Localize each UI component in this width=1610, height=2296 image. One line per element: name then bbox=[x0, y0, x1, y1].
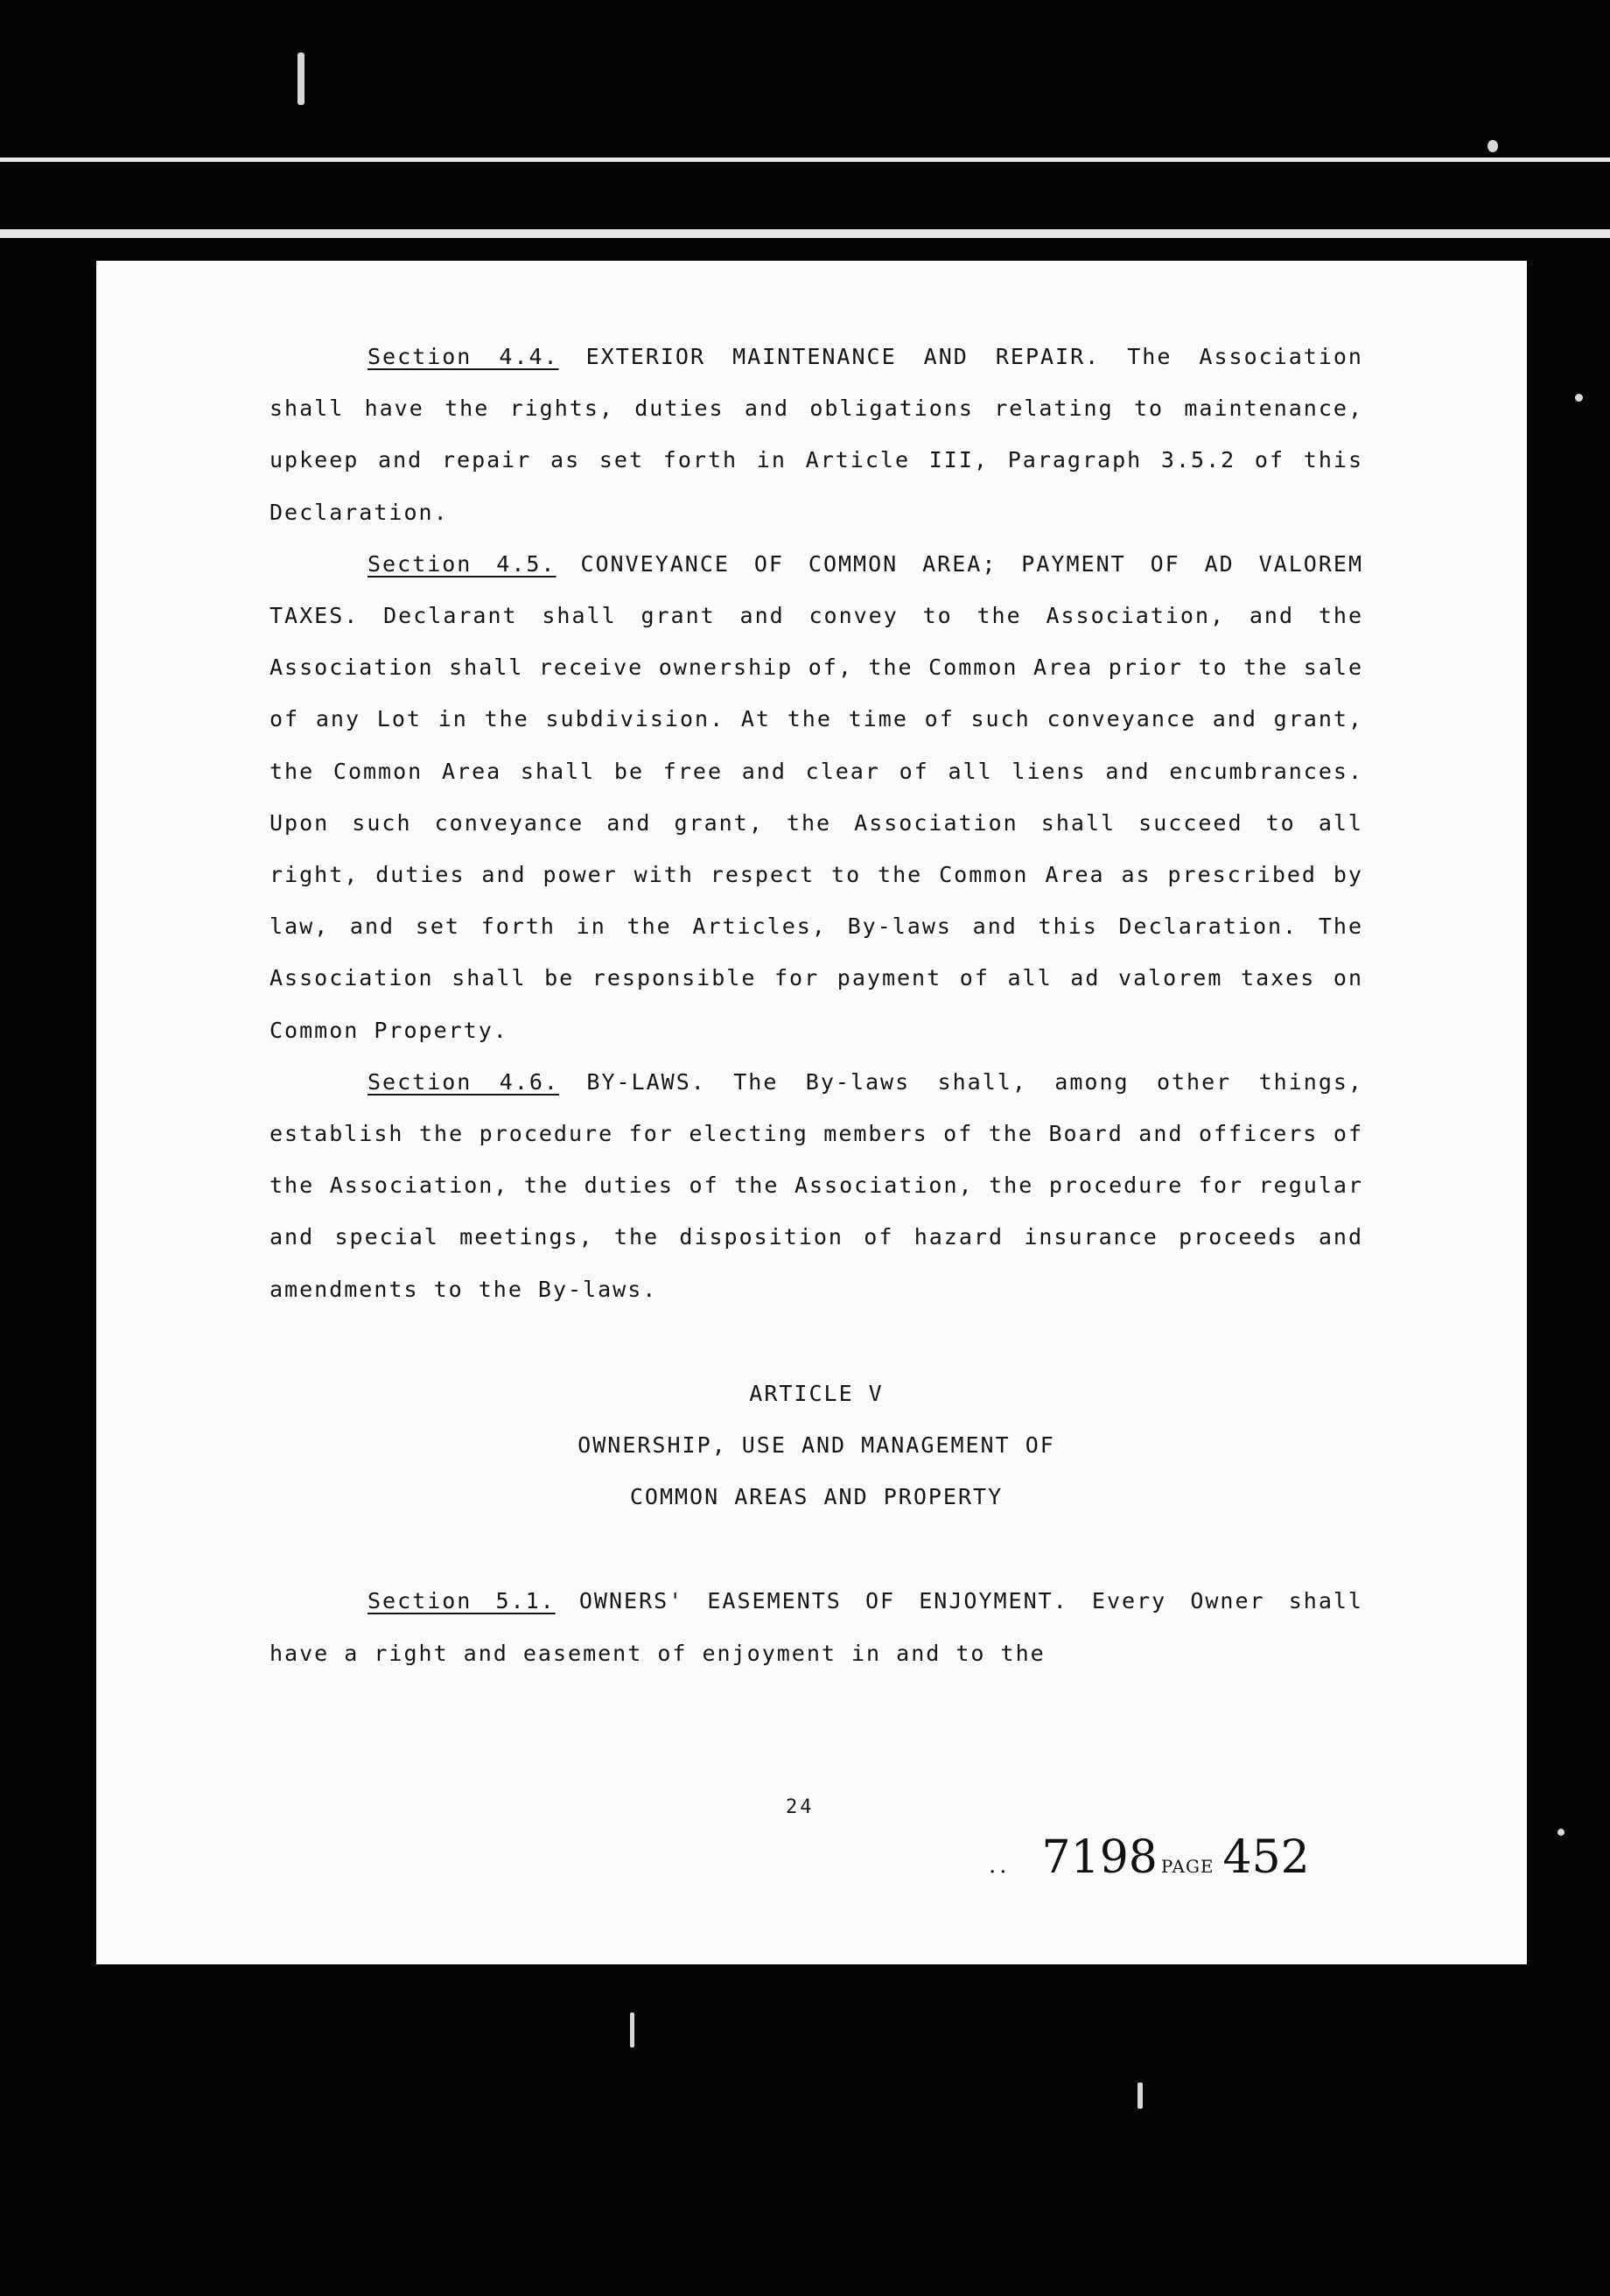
scan-speck bbox=[298, 52, 304, 105]
article-title-line: OWNERSHIP, USE AND MANAGEMENT OF bbox=[578, 1432, 1055, 1459]
section-text: CONVEYANCE OF COMMON AREA; PAYMENT OF AD VALOREM TAXES. Declarant shall grant and convey to the Association, and the Association shall receive ownership of, the Common Area prior to the sale of any Lot in the subdivision. At the time of such conveyance and grant, the Common Area shall be free and clear of all liens and encumbrances. Upon such conveyance and grant, the Association shall succeed to all right, duties and power with respect to the Common Area as prescribed by law, and set forth in the Articles, By-laws and this Declaration. The Association shall be responsible for payment of all ad valorem taxes on Common Property. bbox=[270, 550, 1363, 1043]
section-4-5 bbox=[270, 538, 1363, 1056]
section-heading: Section 4.6. bbox=[368, 1068, 559, 1095]
scan-edge-line bbox=[0, 229, 1610, 238]
scan-speck bbox=[630, 2012, 634, 2048]
section-heading: Section 4.5. bbox=[368, 550, 556, 577]
book-page-stamp bbox=[989, 1831, 1310, 1884]
article-title-line: COMMON AREAS AND PROPERTY bbox=[629, 1484, 1004, 1510]
section-4-4 bbox=[270, 331, 1363, 538]
section-heading: Section 4.4. bbox=[368, 344, 559, 369]
section-5-1 bbox=[270, 1575, 1363, 1678]
page-label: PAGE bbox=[1160, 1856, 1214, 1877]
book-number: 7198 bbox=[1041, 1831, 1158, 1884]
document-body bbox=[270, 331, 1363, 1679]
document-page bbox=[96, 261, 1527, 1964]
scan-speck bbox=[1488, 140, 1498, 152]
section-text: BY-LAWS. The By-laws shall, among other things, establish the procedure for electing members of the Board and officers of the Association, the duties of the Association, the procedure for regular and special meetings, the disposition of hazard insurance proceeds and amendments to the By-laws. bbox=[270, 1068, 1363, 1302]
article-heading bbox=[270, 1368, 1363, 1523]
section-4-6 bbox=[270, 1056, 1363, 1315]
article-number: ARTICLE V bbox=[749, 1380, 884, 1406]
stamp-dots: .. bbox=[989, 1852, 1011, 1879]
scan-speck bbox=[1558, 1829, 1564, 1836]
scan-speck bbox=[1575, 394, 1583, 402]
section-heading: Section 5.1. bbox=[368, 1588, 556, 1614]
section-text: EXTERIOR MAINTENANCE AND REPAIR. The Association shall have the rights, duties and obligations relating to maintenance, upkeep and repair as set forth in Article III, Paragraph 3.5.2 of this Declaration. bbox=[270, 344, 1363, 525]
page-number: 24 bbox=[786, 1796, 815, 1818]
scan-edge-line bbox=[0, 158, 1610, 162]
section-text: OWNERS' EASEMENTS OF ENJOYMENT. Every Owner shall have a right and easement of enjoyment in and to the bbox=[270, 1588, 1363, 1666]
scan-speck bbox=[1138, 2082, 1143, 2109]
book-page-number: 452 bbox=[1222, 1831, 1310, 1884]
